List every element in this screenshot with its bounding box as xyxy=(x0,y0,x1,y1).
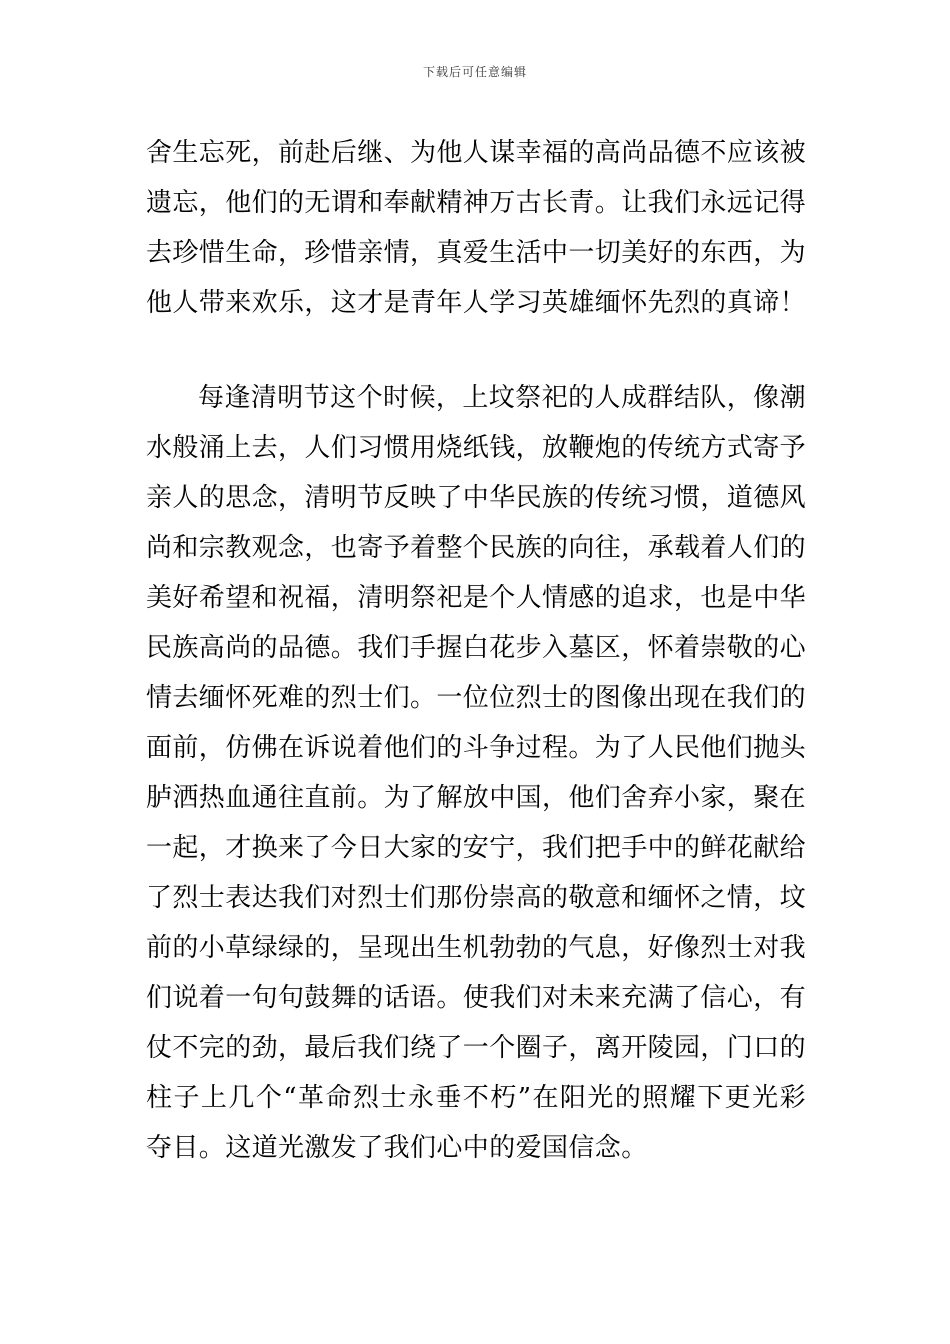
paragraph-2: 每逢清明节这个时候，上坟祭祀的人成群结队，像潮水般涌上去，人们习惯用烧纸钱，放鞭炮的传统方式寄予亲人的思念，清明节反映了中华民族的传统习惯，道德风尚和宗教观念，也寄予着整个民族的向往，承载着人们的美好希望和祝福，清明祭祀是个人情感的追求，也是中华民族高尚的品德。我们手握白花步入墓区，怀着崇敬的心情去缅怀死难的烈士们。一位位烈士的图像出现在我们的面前，仿佛在诉说着他们的斗争过程。为了人民他们抛头胪洒热血通往直前。为了解放中国，他们舍弃小家，聚在一起，才换来了今日大家的安宁，我们把手中的鲜花献给了烈士表达我们对烈士们那份崇高的敬意和缅怀之情，坟前的小草绿绿的，呈现出生机勃勃的气息，好像烈士对我们说着一句句鼓舞的话语。使我们对未来充满了信心，有仗不完的劲，最后我们绕了一个圈子，离开陵园，门口的柱子上几个“革命烈士永垂不朽”在阳光的照耀下更光彩夺目。这道光激发了我们心中的爱国信念。 xyxy=(146,383,807,1163)
paragraph-1: 舍生忘死，前赴后继、为他人谋幸福的高尚品德不应该被遗忘，他们的无谓和奉献精神万古长青。让我们永远记得去珍惜生命，珍惜亲情，真爱生活中一切美好的东西，为他人带来欢乐，这才是青年人学习英雄缅怀先烈的真谛！ xyxy=(146,138,807,318)
page-header: 下载后可任意编辑 xyxy=(422,65,527,79)
